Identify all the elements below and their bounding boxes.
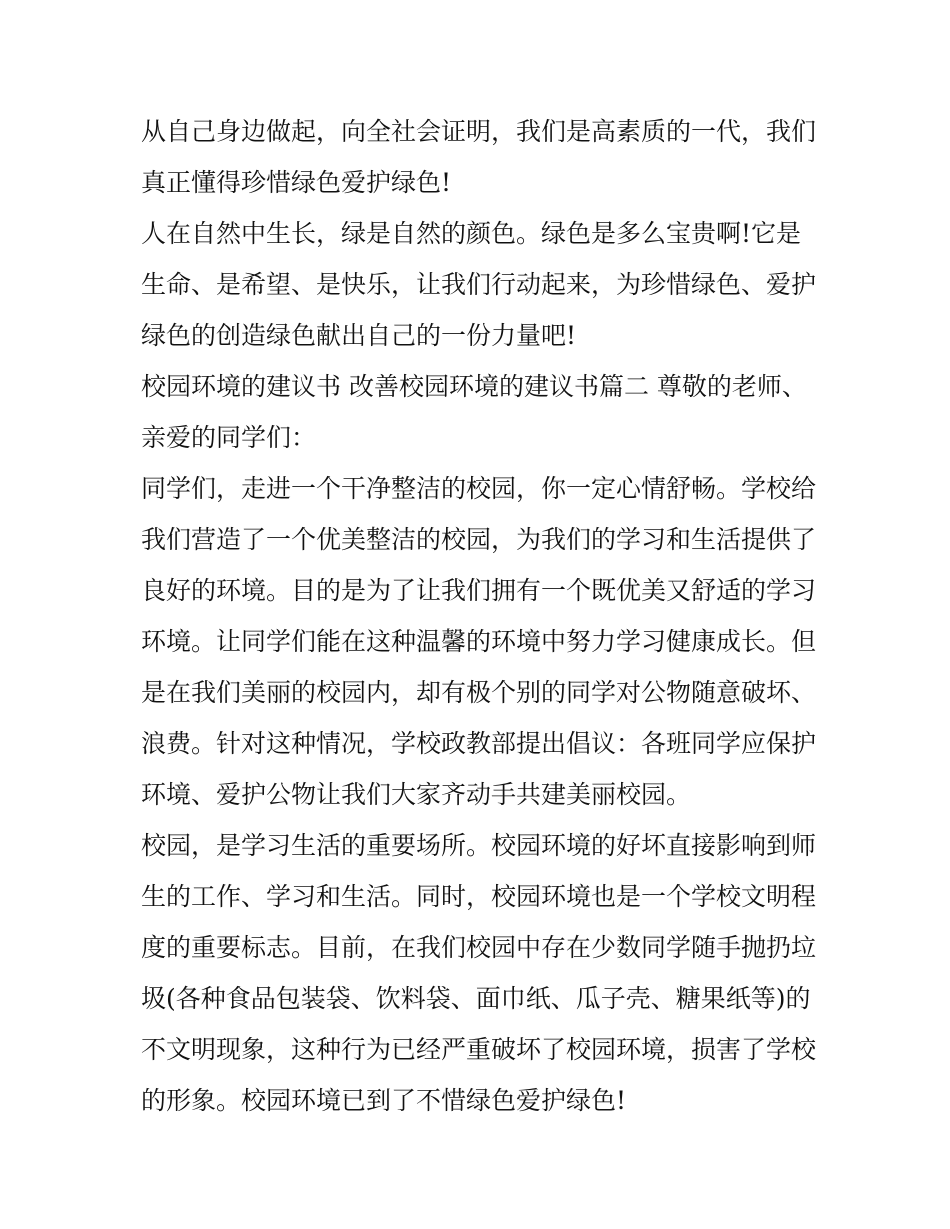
text-line: 的形象。校园环境已到了不惜绿色爱护绿色! <box>141 1086 627 1115</box>
text-line: 环境、爱护公物让我们大家齐动手共建美丽校园。 <box>141 780 692 809</box>
text-line: 同学们，走进一个干净整洁的校园，你一定心情舒畅。学校给 <box>141 474 817 503</box>
document-body <box>141 106 831 1126</box>
text-line: 不文明现象，这种行为已经严重破坏了校园环境，损害了学校 <box>141 1035 817 1064</box>
text-line: 度的重要标志。目前，在我们校园中存在少数同学随手抛扔垃 <box>141 933 817 962</box>
text-line: 生的工作、学习和生活。同时，校园环境也是一个学校文明程 <box>141 882 817 911</box>
text-line: 校园环境的建议书 改善校园环境的建议书篇二 尊敬的老师、 <box>141 372 807 401</box>
text-line: 是在我们美丽的校园内，却有极个别的同学对公物随意破坏、 <box>141 678 817 707</box>
text-line: 亲爱的同学们： <box>141 423 317 452</box>
text-line: 校园，是学习生活的重要场所。校园环境的好坏直接影响到师 <box>141 831 817 860</box>
text-line: 人在自然中生长，绿是自然的颜色。绿色是多么宝贵啊!它是 <box>141 219 802 248</box>
text-line: 生命、是希望、是快乐，让我们行动起来，为珍惜绿色、爱护 <box>141 270 817 299</box>
text-line: 从自己身边做起，向全社会证明，我们是高素质的一代，我们 <box>141 117 817 146</box>
text-line: 我们营造了一个优美整洁的校园，为我们的学习和生活提供了 <box>141 525 817 554</box>
text-line: 良好的环境。目的是为了让我们拥有一个既优美又舒适的学习 <box>141 576 817 605</box>
text-line: 圾(各种食品包装袋、饮料袋、面巾纸、瓜子壳、糖果纸等)的 <box>141 984 811 1013</box>
text-line: 绿色的创造绿色献出自己的一份力量吧! <box>141 321 577 350</box>
text-line: 真正懂得珍惜绿色爱护绿色! <box>141 168 452 197</box>
text-line: 环境。让同学们能在这种温馨的环境中努力学习健康成长。但 <box>141 627 817 656</box>
text-line: 浪费。针对这种情况，学校政教部提出倡议：各班同学应保护 <box>141 729 817 758</box>
